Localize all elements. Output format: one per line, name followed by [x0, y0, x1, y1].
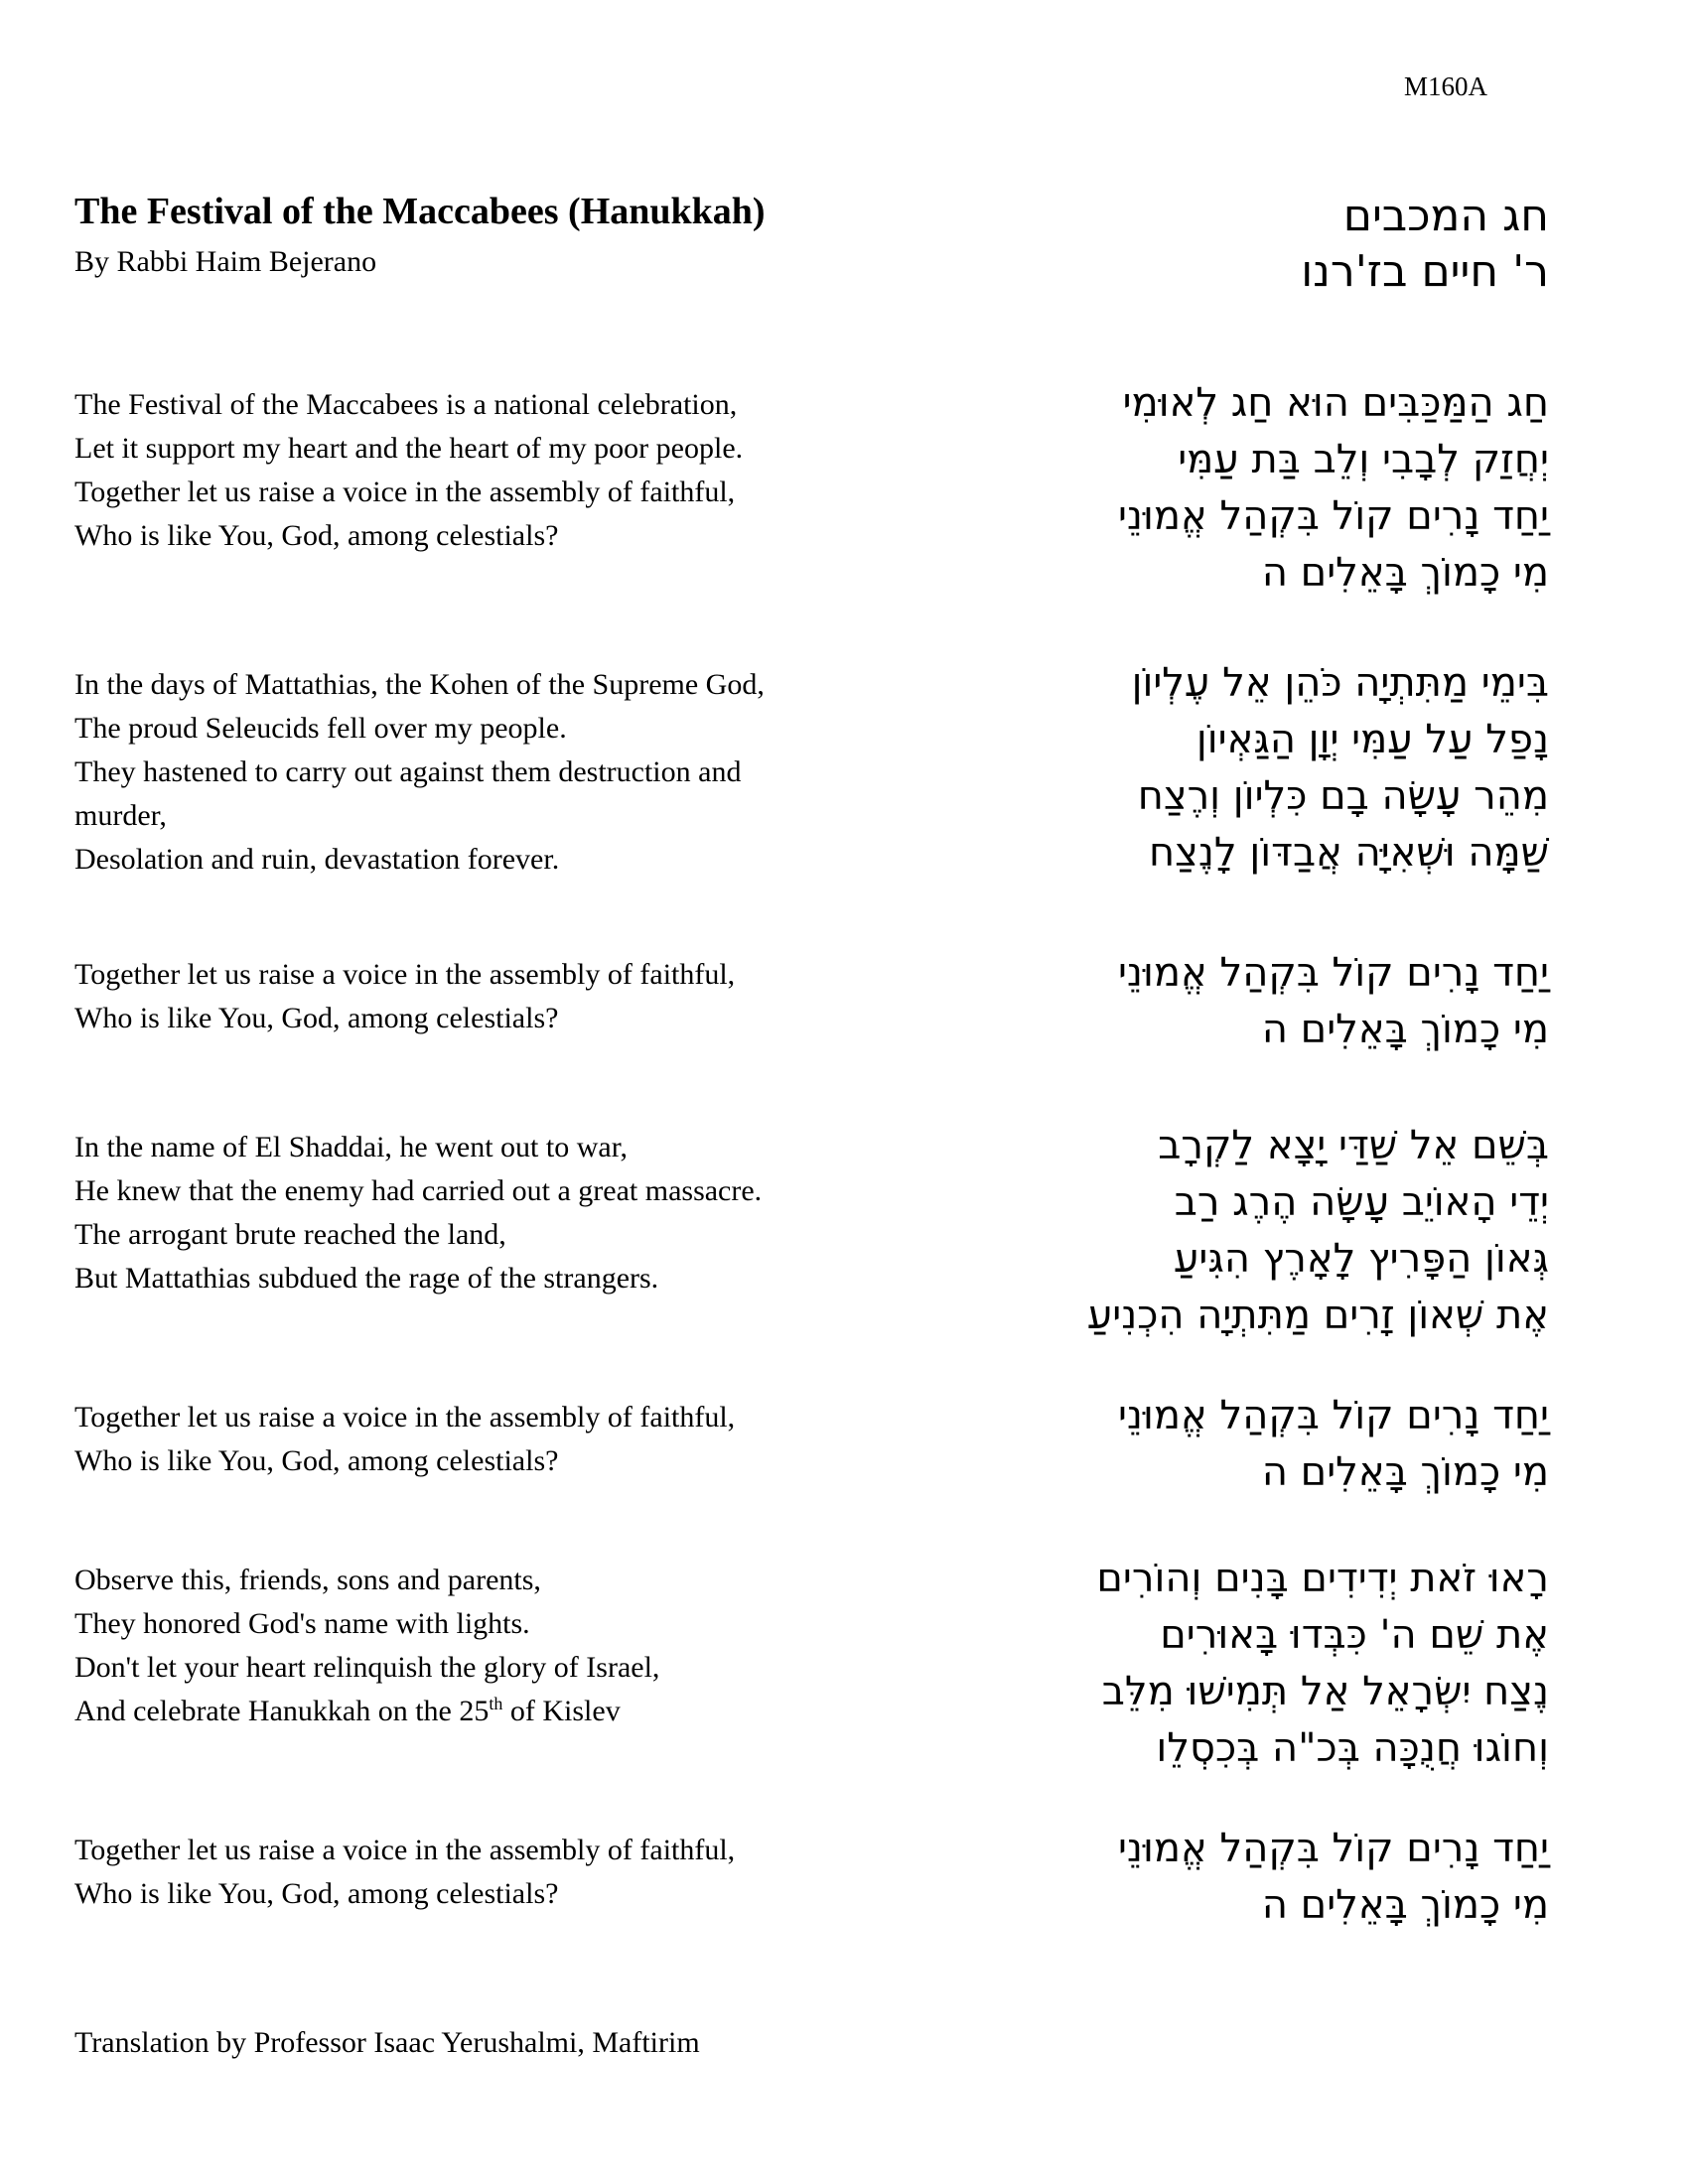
english-line: Together let us raise a voice in the assembly of faithful, — [74, 958, 736, 991]
hebrew-line: מִי כָמוֹךְ בָּאֵלִים ה — [1261, 1449, 1549, 1495]
english-line: Desolation and ruin, devastation forever. — [74, 843, 560, 876]
title-block-hebrew — [1018, 189, 1549, 300]
stanza-1-hebrew — [1018, 375, 1549, 602]
page-title: The Festival of the Maccabees (Hanukkah) — [74, 191, 766, 232]
title-row — [74, 189, 1549, 300]
stanza-4-hebrew — [1018, 1551, 1549, 1777]
english-line: Who is like You, God, among celestials? — [74, 1002, 559, 1034]
hebrew-line: יַחַד נָרִים קוֹל בִּקְהַל אֱמוּנֵי — [1117, 950, 1549, 996]
hebrew-line: נָפַל עַל עַמִּי יְוָן הַגַּאְיוֹן — [1196, 717, 1549, 762]
hebrew-line: מִהֵר עָשָׂה בָם כִּלְיוֹן וְרֶצַח — [1137, 773, 1549, 819]
byline: By Rabbi Haim Bejerano — [74, 245, 377, 278]
english-line: But Mattathias subdued the rage of the strangers. — [74, 1262, 659, 1295]
hebrew-line: מִי כָמוֹךְ בָּאֵלִים ה — [1261, 1007, 1549, 1052]
refrain-3-english — [74, 1829, 1018, 1916]
refrain-2 — [74, 1393, 1549, 1501]
english-line: Together let us raise a voice in the assembly of faithful, — [74, 476, 736, 508]
stanza-3-english — [74, 1126, 1018, 1300]
english-line: Together let us raise a voice in the assembly of faithful, — [74, 1401, 736, 1433]
hebrew-line: יְחֲזַק לְבָבִי וְלֵב בַּת עַמִּי — [1178, 437, 1549, 482]
hebrew-line: יַחַד נָרִים קוֹל בִּקְהַל אֱמוּנֵי — [1117, 1826, 1549, 1871]
hebrew-line: שַׁמָּה וּשְׁאִיָּה אֲבַדּוֹן לָנֶצַח — [1149, 830, 1549, 876]
english-line: Observe this, friends, sons and parents, — [74, 1564, 541, 1596]
stanza-1-english — [74, 383, 1018, 558]
hebrew-line: יַחַד נָרִים קוֹל בִּקְהַל אֱמוּנֵי — [1117, 1393, 1549, 1438]
hebrew-line: אֶת שְׁאוֹן זָרִים מַתִּתְיָה הִכְנִיעַ — [1086, 1293, 1549, 1338]
refrain-2-english — [74, 1396, 1018, 1483]
english-line: The Festival of the Maccabees is a national celebration, — [74, 388, 738, 421]
translation-credit: Translation by Professor Isaac Yerushalmi, Maftirim — [74, 2026, 700, 2059]
refrain-1 — [74, 950, 1549, 1058]
stanza-3 — [74, 1123, 1549, 1344]
english-line: In the days of Mattathias, the Kohen of the Supreme God, — [74, 668, 765, 701]
english-line: The arrogant brute reached the land, — [74, 1218, 506, 1251]
english-line: murder, — [74, 799, 167, 832]
english-line: The proud Seleucids fell over my people. — [74, 712, 567, 745]
english-line: He knew that the enemy had carried out a great massacre. — [74, 1174, 763, 1207]
english-line: In the name of El Shaddai, he went out to war, — [74, 1131, 628, 1163]
refrain-1-hebrew — [1018, 945, 1549, 1058]
stanza-1 — [74, 380, 1549, 602]
hebrew-line: בְּשֵׁם אֵל שַׁדַּי יָצָא לַקְרָב — [1158, 1123, 1549, 1168]
hebrew-line: חַג הַמַּכַּבִּים הוּא חַג לְאוּמִי — [1122, 380, 1549, 426]
stanza-4 — [74, 1556, 1549, 1777]
english-line: They honored God's name with lights. — [74, 1607, 530, 1640]
english-line-kislev — [74, 1690, 1018, 1733]
hebrew-line: מִי כָמוֹךְ בָּאֵלִים ה — [1261, 550, 1549, 596]
hebrew-title: חג המכבים — [1342, 191, 1549, 241]
refrain-2-hebrew — [1018, 1388, 1549, 1501]
title-block-english — [74, 189, 1018, 284]
english-line: They hastened to carry out against them destruction and — [74, 755, 742, 788]
hebrew-line: רָאוּ זֹאת יְדִידִים בָּנִים וְהוֹרִים — [1096, 1556, 1549, 1601]
kislev-line-pre: And celebrate Hanukkah on the 25 — [74, 1695, 490, 1727]
hebrew-line: מִי כָמוֹךְ בָּאֵלִים ה — [1261, 1882, 1549, 1928]
hebrew-line: בִּימֵי מַתִּתְיָה כֹּהֵן אֵל עֶלְיוֹן — [1131, 660, 1549, 706]
stanza-2 — [74, 660, 1549, 882]
kislev-line-post: of Kislev — [502, 1695, 621, 1727]
refrain-1-english — [74, 953, 1018, 1040]
ordinal-suffix: th — [489, 1694, 503, 1713]
stanza-3-hebrew — [1018, 1118, 1549, 1344]
hebrew-line: יְדֵי הָאוֹיֵב עָשָׂה הֶרֶג רַב — [1174, 1179, 1549, 1225]
hebrew-line: נֶצַח יִשְׂרָאֵל אַל תְּמִישׁוּ מִלֵּב — [1101, 1669, 1549, 1714]
document-code: M160A — [1403, 71, 1487, 101]
stanza-2-hebrew — [1018, 655, 1549, 882]
hebrew-line: גְּאוֹן הַפָּרִיץ לָאָרֶץ הִגִּיעַ — [1173, 1236, 1549, 1282]
refrain-3-hebrew — [1018, 1821, 1549, 1934]
hebrew-line: וְחוֹגוּ חֲנֻכָּה בְּכ"ה בְּכִסְלֵו — [1156, 1725, 1549, 1771]
english-line: Don't let your heart relinquish the glory of Israel, — [74, 1651, 660, 1684]
hebrew-line: יַחַד נָרִים קוֹל בִּקְהַל אֱמוּנֵי — [1117, 493, 1549, 539]
stanza-4-english — [74, 1559, 1018, 1733]
english-line: Who is like You, God, among celestials? — [74, 519, 559, 552]
hebrew-byline: ר' חיים בז'רנו — [1301, 246, 1549, 297]
english-line: Who is like You, God, among celestials? — [74, 1877, 559, 1910]
hebrew-line: אֶת שֵׁם ה' כִּבְּדוּ בָּאוּרִים — [1160, 1612, 1549, 1658]
english-line: Together let us raise a voice in the assembly of faithful, — [74, 1834, 736, 1866]
english-line: Let it support my heart and the heart of my poor people. — [74, 432, 744, 465]
page-header — [74, 69, 1549, 103]
english-line: Who is like You, God, among celestials? — [74, 1444, 559, 1477]
refrain-3 — [74, 1826, 1549, 1934]
stanza-2-english — [74, 663, 1018, 882]
